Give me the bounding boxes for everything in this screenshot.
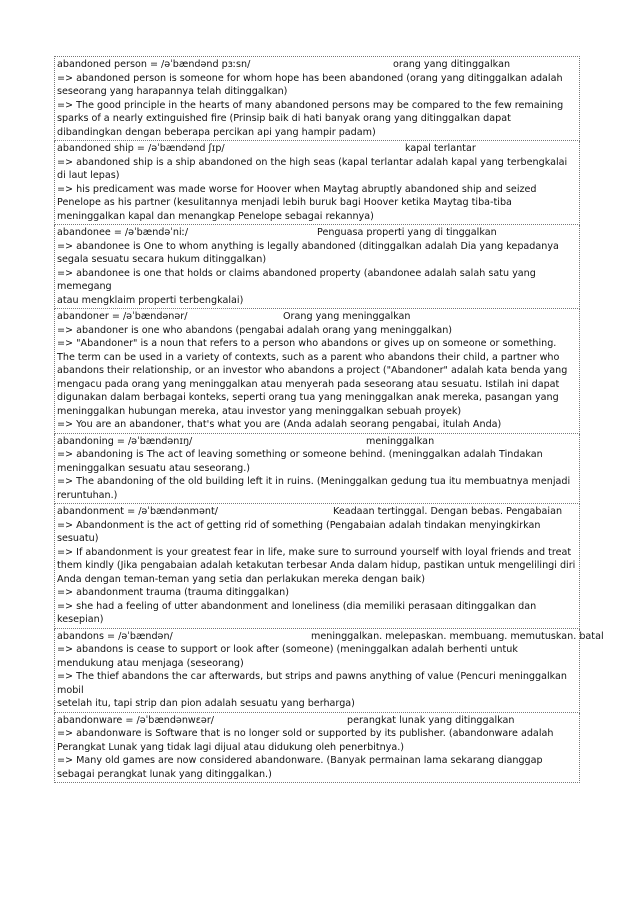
entry-abandonee [54, 225, 580, 309]
entry-term: abandonment = /əˈbændənmənt/ [57, 506, 218, 517]
entry-abandoning [54, 434, 580, 505]
entry-line: => Many old games are now considered abandonware. (Banyak permainan lama sekarang dianggap sebagai perangkat lunak yang ditinggalkan.) [57, 755, 543, 780]
entry-header [57, 226, 577, 240]
entry-abandoner [54, 309, 580, 434]
entry-line: atau mengklaim properti terbengkalai) [57, 294, 244, 306]
entry-line: => The abandoning of the old building left it in ruins. (Meninggalkan gedung tua itu membuatnya menjadi reruntuhan.) [57, 476, 571, 501]
entry-translation: meninggalkan [366, 435, 435, 447]
entry-line: setelah itu, tapi strip dan pion adalah sesuatu yang berharga) [57, 698, 355, 709]
entry-line: => abandonee is One to whom anything is legally abandoned (ditinggalkan adalah Dia yang kepadanya segala sesuatu secara hukum ditinggalkan) [57, 240, 559, 265]
entry-line: => abandonee is one that holds or claims abandoned property (abandonee adalah salah satu yang memegang [57, 267, 536, 292]
entry-line: => abandoner is one who abandons (pengabai adalah orang yang meninggalkan) [57, 324, 453, 336]
entry-line: => The thief abandons the car afterwards, but strips and pawns anything of value (Pencuri meninggalkan mobil [57, 671, 567, 696]
entry-term: abandonware = /əˈbændənwɛər/ [57, 714, 215, 726]
entry-line: => abandonware is Software that is no longer sold or supported by its publisher. (abandonware adalah Perangkat Lunak yang tidak lagi dijual atau didukung oleh penerbitnya.) [57, 728, 554, 753]
entry-line: => abandons is cease to support or look after (someone) (meninggalkan adalah berhenti untuk mendukung atau menjaga (seseorang) [57, 644, 518, 669]
entry-term: abandoned ship = /əˈbændənd ʃɪp/ [57, 143, 225, 154]
entry-line: => You are an abandoner, that's what you are (Anda adalah seorang pengabai, itulah Anda) [57, 419, 502, 430]
entry-abandonment [54, 504, 580, 629]
entry-abandons [54, 629, 604, 713]
entry-term: abandonee = /əˈbændəˈniː/ [57, 227, 189, 238]
entry-header [57, 714, 577, 728]
entry-header [57, 310, 577, 324]
entry-line: => The good principle in the hearts of many abandoned persons may be compared to the few remaining sparks of a nearly extinguished fire (Prinsip baik di hati banyak orang yang ditinggalkan dapat dibandingkan dengan beberapa percikan api yang hampir padam) [57, 99, 564, 138]
entry-line: => his predicament was made worse for Hoover when Maytag abruptly abandoned ship and seized Penelope as his partner (kesulitannya menjadi lebih buruk bagi Hoover ketika Maytag tiba-tiba meninggalkan kapal dan menangkap Penelope sebagai rekannya) [57, 183, 537, 222]
entry-abandoned-person [54, 56, 580, 141]
entry-line: => "Abandoner" is a noun that refers to a person who abandons or gives up on someone or something. The term can be used in a variety of contexts, such as a parent who abandons their child, a partner who abandons their relationship, or an investor who abandons a project ("Abandoner" adalah kata benda yang mengacu pada orang yang meninggalkan atau menyerah pada seseorang atau sesuatu. Istilah ini dapat digunakan dalam berbagai konteks, seperti orang tua yang meninggalkan anak mereka, pasangan yang meninggalkan hubungan mereka, atau investor yang meninggalkan sebuah proyek) [57, 338, 568, 417]
entry-abandoned-ship [54, 141, 580, 225]
entry-line: => abandoned ship is a ship abandoned on the high seas (kapal terlantar adalah kapal yang terbengkalai di laut lepas) [57, 156, 568, 181]
entry-translation: meninggalkan. melepaskan. membuang. memutuskan. batal [311, 630, 604, 642]
entry-term: abandons = /əˈbændən/ [57, 630, 173, 642]
entry-line: => abandoning is The act of leaving something or someone behind. (meninggalkan adalah Tindakan meninggalkan sesuatu atau seseorang.) [57, 449, 543, 474]
dictionary-document [54, 56, 604, 783]
entry-translation: kapal terlantar [405, 143, 476, 154]
entry-header [57, 505, 577, 519]
entry-term: abandoning = /əˈbændənɪŋ/ [57, 435, 193, 447]
entry-translation: Penguasa properti yang di tinggalkan [317, 227, 497, 238]
entry-translation: orang yang ditinggalkan [393, 59, 511, 70]
entry-line: => abandonment trauma (trauma ditinggalkan) [57, 587, 289, 598]
entry-header [57, 630, 604, 644]
entry-line: => she had a feeling of utter abandonment and loneliness (dia memiliki perasaan ditinggalkan dan kesepian) [57, 600, 537, 625]
entry-translation: perangkat lunak yang ditinggalkan [347, 714, 515, 726]
entry-header [57, 58, 577, 72]
entry-line: => abandoned person is someone for whom hope has been abandoned (orang yang ditinggalkan adalah seseorang yang harapannya telah ditinggalkan) [57, 72, 563, 97]
entry-line: => If abandonment is your greatest fear in life, make sure to surround yourself with loyal friends and treat them kindly (Jika pengabaian adalah ketakutan terbesar Anda dalam hidup, pastikan untuk mengelilingi diri Anda dengan teman-teman yang setia dan perlakukan mereka dengan baik) [57, 546, 576, 585]
entry-header [57, 435, 577, 449]
entry-term: abandoned person = /əˈbændənd pɜːsn/ [57, 59, 251, 70]
entry-abandonware [54, 713, 580, 784]
entry-header [57, 142, 577, 156]
entry-line: => Abandonment is the act of getting rid of something (Pengabaian adalah tindakan menyingkirkan sesuatu) [57, 519, 541, 544]
entry-translation: Keadaan tertinggal. Dengan bebas. Pengabaian [333, 506, 563, 517]
entry-term: abandoner = /əˈbændənər/ [57, 311, 188, 322]
entry-translation: Orang yang meninggalkan [283, 311, 411, 322]
